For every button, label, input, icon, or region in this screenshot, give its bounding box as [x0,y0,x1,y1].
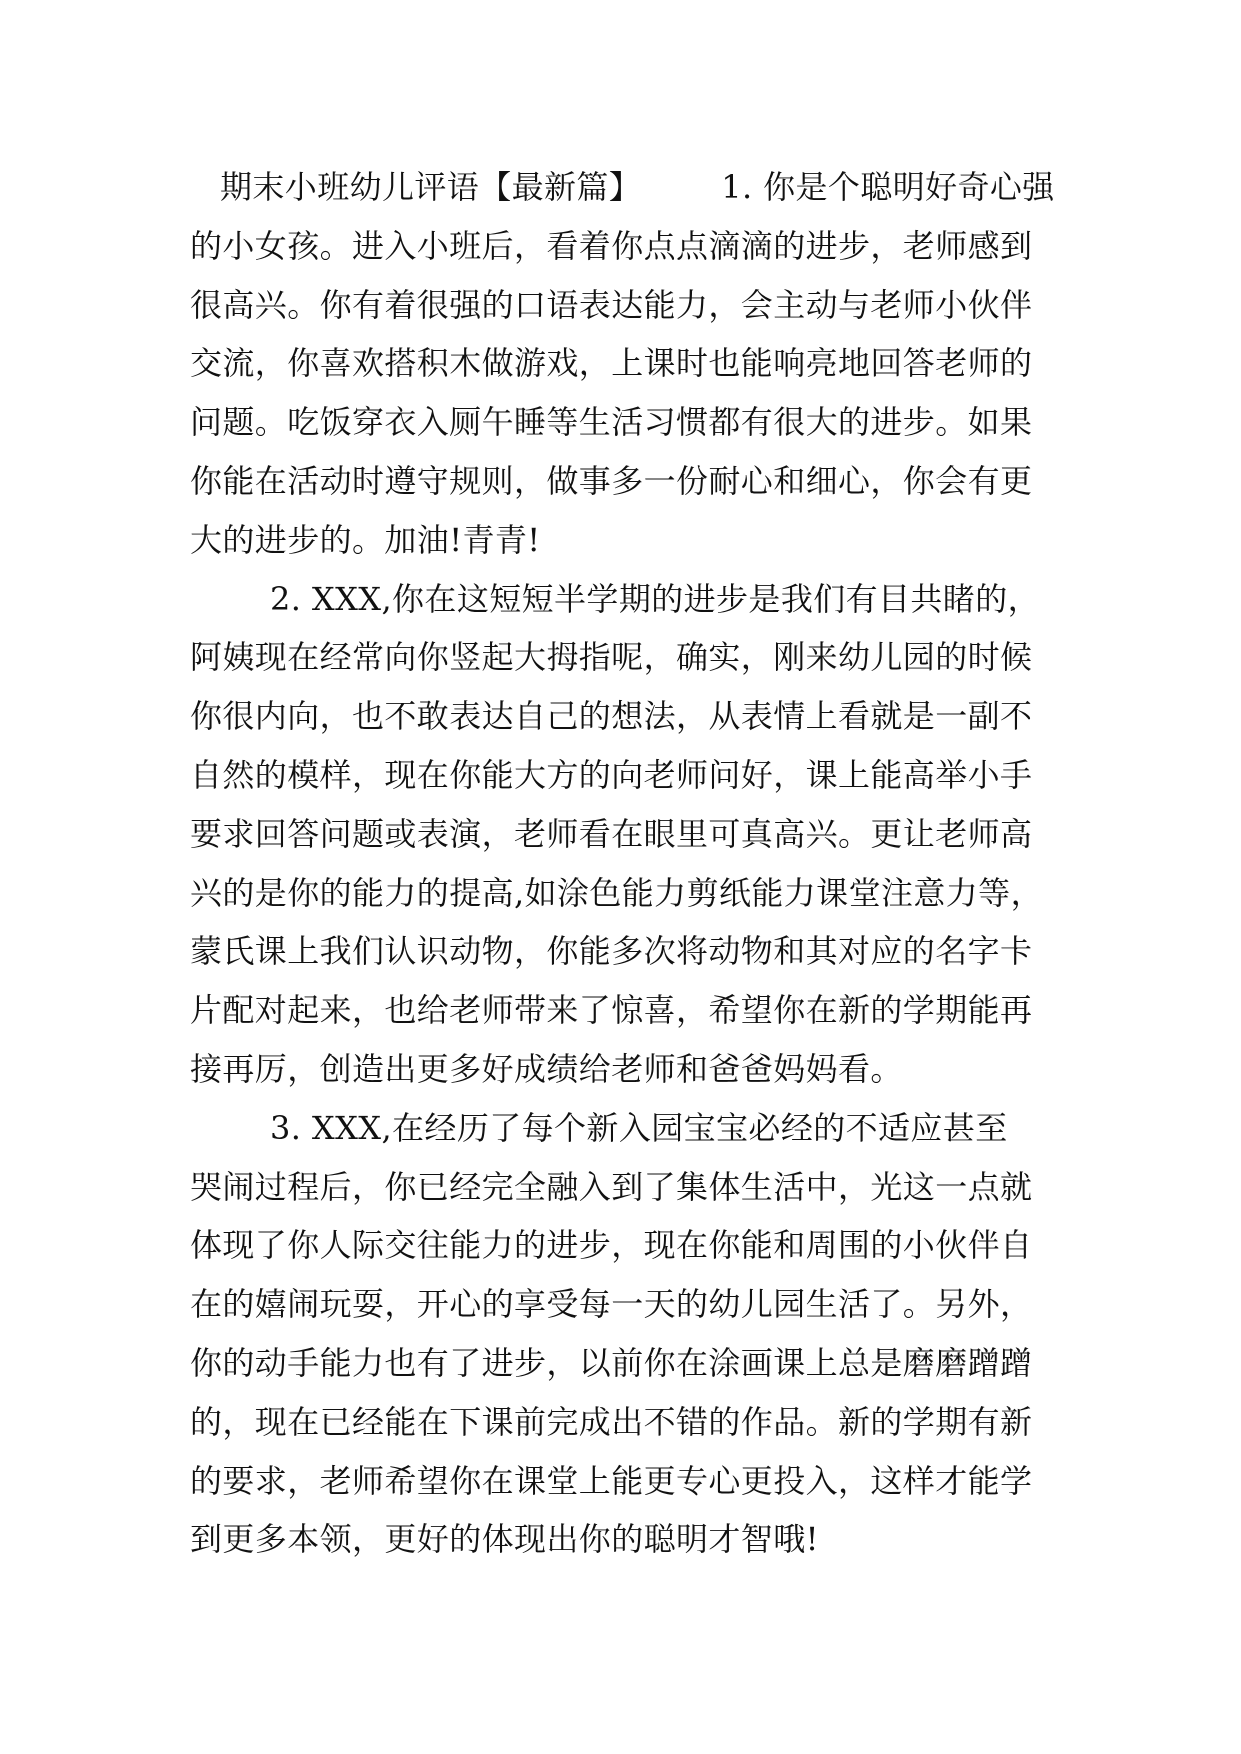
paragraph-2-line-2: 阿姨现在经常向你竖起大拇指呢，确实，刚来幼儿园的时候 [190,638,1033,677]
paragraph-2-line-4: 自然的模样，现在你能大方的向老师问好，课上能高举小手 [190,755,1033,794]
paragraph-3 [190,1099,1060,1569]
paragraph-2-line-3: 你很内向，也不敢表达自己的想法，从表情上看就是一副不 [190,697,1033,736]
paragraph-2 [190,570,1060,1099]
paragraph-3-line-5: 你的动手能力也有了进步，以前你在涂画课上总是磨磨蹭蹭 [190,1343,1033,1382]
paragraph-1-line-6: 你能在活动时遵守规则，做事多一份耐心和细心，你会有更 [190,461,1033,500]
paragraph-1-text: 1. 你是个聪明好奇心强 [721,168,1055,206]
paragraph-3-line-8: 到更多本领，更好的体现出你的聪明才智哦! [190,1520,819,1559]
paragraph-2-line-1: 2. XXX,你在这短短半学期的进步是我们有目共睹的， [270,579,1041,618]
paragraph-2-line-8: 片配对起来，也给老师带来了惊喜，希望你在新的学期能再 [190,991,1033,1030]
paragraph-2-line-7: 蒙氏课上我们认识动物，你能多次将动物和其对应的名字卡 [190,932,1033,971]
paragraph-3-line-2: 哭闹过程后，你已经完全融入到了集体生活中，光这一点就 [190,1167,1033,1206]
paragraph-1-line-1 [190,158,1060,217]
paragraph-1-line-3: 很高兴。你有着很强的口语表达能力，会主动与老师小伙伴 [190,285,1033,324]
paragraph-1 [190,158,1060,570]
paragraph-3-line-7: 的要求，老师希望你在课堂上能更专心更投入，这样才能学 [190,1461,1033,1500]
paragraph-2-line-6: 兴的是你的能力的提高,如涂色能力剪纸能力课堂注意力等， [190,873,1043,912]
paragraph-2-line-5: 要求回答问题或表演，老师看在眼里可真高兴。更让老师高 [190,814,1033,853]
paragraph-3-line-4: 在的嬉闹玩耍，开心的享受每一天的幼儿园生活了。另外， [190,1285,1033,1324]
document-heading: 期末小班幼儿评语【最新篇】 [220,168,642,206]
paragraph-1-line-7: 大的进步的。加油!青青! [190,520,541,559]
paragraph-1-line-5: 问题。吃饭穿衣入厕午睡等生活习惯都有很大的进步。如果 [190,403,1033,442]
document-body [190,158,1060,1569]
paragraph-3-line-3: 体现了你人际交往能力的进步，现在你能和周围的小伙伴自 [190,1226,1033,1265]
paragraph-3-line-6: 的，现在已经能在下课前完成出不错的作品。新的学期有新 [190,1402,1033,1441]
paragraph-3-line-1: 3. XXX,在经历了每个新入园宝宝必经的不适应甚至 [270,1108,1008,1147]
paragraph-1-line-4: 交流，你喜欢搭积木做游戏，上课时也能响亮地回答老师的 [190,344,1033,383]
paragraph-1-line-2: 的小女孩。进入小班后，看着你点点滴滴的进步，老师感到 [190,226,1033,265]
paragraph-2-line-9: 接再厉，创造出更多好成绩给老师和爸爸妈妈看。 [190,1049,903,1088]
